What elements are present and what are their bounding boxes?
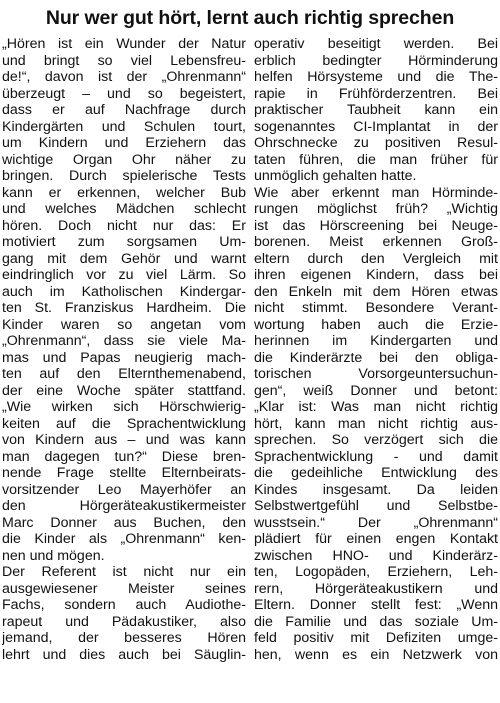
right-column-line: rern, Hörgeräteakustikern und: [254, 580, 498, 597]
right-column-line: Kindes insgesamt. Da leiden: [254, 481, 498, 498]
right-column-line: taten führen, die man früher für: [254, 151, 498, 168]
right-column-line: feld positiv mit Defiziten umge-: [254, 630, 498, 646]
right-column-line: herinnen im Kindergarten und: [254, 333, 498, 349]
left-column-line: und welches Mädchen schlecht: [2, 201, 246, 217]
left-column-line: wichtige Organ Ohr näher zu: [2, 151, 246, 168]
right-column-line: den Enkeln mit dem Hören etwas: [254, 283, 498, 300]
right-column-line: rapie in Frühförderzentren. Bei: [254, 85, 498, 102]
right-column-line: wusstsein.“ Der „Ohrenmann“: [254, 514, 498, 531]
left-column-line: kann er erkennen, welcher Bub: [2, 184, 246, 201]
left-column-line: eindringlich vor zu viel Lärm. So: [2, 267, 246, 283]
left-column-line: gang mit dem Gehör und warnt: [2, 250, 246, 267]
left-column-line: motiviert zum sorgsamen Um-: [2, 234, 246, 250]
left-column-line: ten auf den Elternthemenabend,: [2, 366, 246, 382]
left-column-line: nende Frage stellte Elternbeirats-: [2, 465, 246, 481]
right-column-line: operativ beseitigt werden. Bei: [254, 36, 498, 52]
right-column-line: ihren eigenen Kindern, dass bei: [254, 267, 498, 283]
right-column-line: hört, kann man nicht richtig aus-: [254, 415, 498, 432]
right-column-line: zwischen HNO- und Kinderärz-: [254, 547, 498, 564]
right-column-line: plädiert für einen engen Kontakt: [254, 531, 498, 547]
right-column-line: Eltern. Donner stellt fest: „Wenn: [254, 597, 498, 613]
left-column-line: „Hören ist ein Wunder der Natur: [2, 36, 246, 52]
left-column-line: nen und mögen.: [2, 547, 105, 564]
right-column-line: ist das Hörscreening bei Neuge-: [254, 217, 498, 234]
left-column-line: de!“, davon ist der „Ohrenmann“: [2, 69, 246, 85]
right-column-line: die gedeihliche Entwicklung des: [254, 465, 498, 481]
right-column-line: Sprachentwicklung - und damit: [254, 448, 498, 465]
left-column-line: Kindergärten und Schulen tourt,: [2, 118, 246, 135]
left-column-line: den Hörgeräteakustikermeister: [2, 498, 246, 514]
right-column-line: rungen möglichst früh? „Wichtig: [254, 201, 498, 217]
left-text-column: [2, 36, 246, 663]
left-column-line: Kinder waren so angetan vom: [2, 316, 246, 333]
right-column-line: eltern durch den Vergleich mit: [254, 250, 498, 267]
left-column-line: auch im Katholischen Kindergar-: [2, 283, 246, 300]
right-column-line: nicht stimmt. Besondere Verant-: [254, 300, 498, 316]
left-column-line: keiten auf die Sprachentwicklung: [2, 415, 246, 432]
left-column-line: dass er auf Nachfrage durch: [2, 102, 246, 118]
left-column-line: mas und Papas neugierig mach-: [2, 349, 246, 366]
right-text-column: [254, 36, 498, 663]
right-column-line: Ohrschnecke zu positiven Resul-: [254, 135, 498, 151]
left-column-line: vorsitzender Leo Mayerhöfer an: [2, 481, 246, 498]
left-column-line: von Kindern aus – und was kann: [2, 432, 246, 448]
left-column-line: die Kinder als „Ohrenmann“ ken-: [2, 531, 246, 547]
right-column-line: Selbstwertgefühl und Selbstbe-: [254, 498, 498, 514]
left-column-line: Marc Donner aus Buchen, den: [2, 514, 246, 531]
right-column-line: die Kinderärzte bei den obliga-: [254, 349, 498, 366]
right-column-line: ten, Logopäden, Erziehern, Leh-: [254, 564, 498, 580]
right-column-line: unmöglich gehalten hatte.: [254, 168, 417, 184]
left-column-line: man dagegen tun?“ Diese bren-: [2, 448, 246, 465]
right-column-line: sogenanntes CI-Implantat in der: [254, 118, 498, 135]
right-column-line: sprechen. So verzögert sich die: [254, 432, 498, 448]
right-column-line: wortung haben auch die Erzie-: [254, 316, 498, 333]
left-column-line: jemand, der besseres Hören: [2, 630, 246, 646]
left-column-line: ausgewiesener Meister seines: [2, 580, 246, 597]
right-column-line: borenen. Meist erkennen Groß-: [254, 234, 498, 250]
article-headline: Nur wer gut hört, lernt auch richtig sprechen: [45, 7, 455, 29]
right-column-line: helfen Hörsysteme und die The-: [254, 69, 498, 85]
right-column-line: gen“, weiß Donner und betont:: [254, 382, 498, 399]
left-column-line: ten St. Franziskus Hardheim. Die: [2, 300, 246, 316]
right-column-line: „Klar ist: Was man nicht richtig: [254, 399, 498, 415]
left-column-line: hören. Doch nicht nur das: Er: [2, 217, 246, 234]
left-column-line: „Ohrenmann“, dass sie viele Ma-: [2, 333, 246, 349]
left-column-line: überzeugt – und so begeistert,: [2, 85, 246, 102]
left-column-line: Der Referent ist nicht nur ein: [2, 564, 246, 580]
left-column-line: der eine Woche später stattfand.: [2, 382, 246, 399]
right-column-line: Wie aber erkennt man Hörminde-: [254, 184, 498, 201]
right-column-line: hen, wenn es ein Netzwerk von: [254, 646, 498, 663]
right-column-line: praktischer Taubheit kann ein: [254, 102, 498, 118]
left-column-line: rapeut und Pädakustiker, also: [2, 613, 246, 630]
left-column-line: um Kindern und Erziehern das: [2, 135, 246, 151]
left-column-line: lehrt und dies auch bei Säuglin-: [2, 646, 246, 663]
right-column-line: die Familie und das soziale Um-: [254, 613, 498, 630]
left-column-line: und bringt so viel Lebensfreu-: [2, 52, 246, 69]
left-column-line: „Wie wirken sich Hörschwierig-: [2, 399, 246, 415]
right-column-line: torischen Vorsorgeuntersuchun-: [254, 366, 498, 382]
right-column-line: erblich bedingter Hörminderung: [254, 52, 498, 69]
left-column-line: Fachs, sondern auch Audiothe-: [2, 597, 246, 613]
left-column-line: bringen. Durch spielerische Tests: [2, 168, 246, 184]
